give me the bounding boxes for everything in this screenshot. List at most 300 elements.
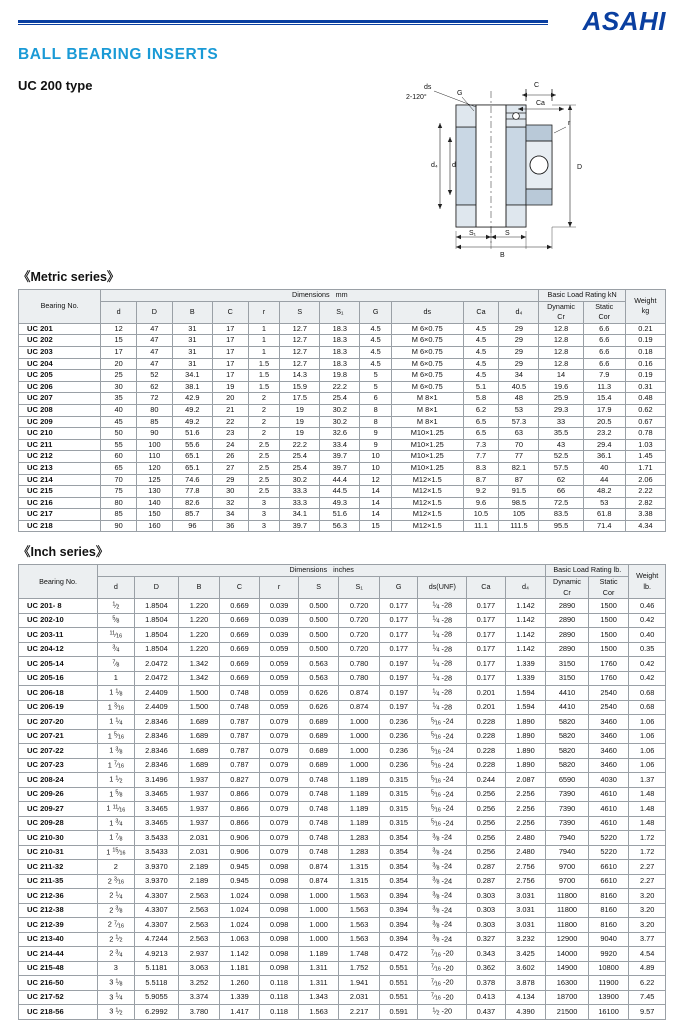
table-cell: 65 (101, 462, 137, 474)
table-cell: 14900 (546, 961, 589, 976)
table-cell: 1.220 (179, 599, 220, 614)
table-cell: $^7⁄_{16}$ -20 (418, 961, 467, 976)
table-cell: 0.228 (467, 715, 506, 730)
table-cell: 0.039 (260, 613, 299, 628)
table-cell: 100 (137, 439, 173, 451)
table-row (19, 715, 666, 730)
table-cell: 0.362 (467, 961, 506, 976)
table-cell: 1.339 (505, 657, 546, 672)
table-cell: $^1⁄_4$ -28 (418, 700, 467, 715)
table-cell: 9.2 (463, 486, 499, 498)
table-cell: 0.244 (467, 773, 506, 788)
table-cell: 0.68 (629, 700, 666, 715)
table-cell: 2890 (546, 613, 589, 628)
column-header-dynamic: Dynamic Cr (546, 577, 589, 599)
table-cell: 75 (101, 486, 137, 498)
table-cell: 0.500 (298, 599, 339, 614)
table-cell: 15.9 (280, 381, 320, 393)
table-cell: UC 210-31 (19, 845, 98, 860)
table-cell: 0.079 (260, 729, 299, 744)
table-cell: 70 (101, 474, 137, 486)
table-cell: 0.551 (379, 990, 418, 1005)
table-cell: $^5⁄_{16}$ -24 (418, 744, 467, 759)
table-cell: $^1⁄_4$ -28 (418, 628, 467, 643)
table-cell: 0.413 (467, 990, 506, 1005)
table-cell: 0.177 (467, 613, 506, 628)
table-cell: 1.5 (248, 381, 280, 393)
table-cell: 0.098 (260, 860, 299, 875)
table-cell: 8 (360, 416, 392, 428)
table-cell: 2.5 (248, 474, 280, 486)
table-cell: $^3⁄_8$ -24 (418, 918, 467, 933)
table-cell: 3.5433 (134, 831, 179, 846)
table-cell: 0.780 (339, 671, 380, 686)
table-cell: 1500 (588, 642, 629, 657)
table-cell: 0.118 (260, 976, 299, 991)
table-cell: 4.89 (629, 961, 666, 976)
table-cell: 2.4409 (134, 686, 179, 701)
table-cell: 105 (499, 509, 539, 521)
table-cell: 0.177 (467, 628, 506, 643)
table-cell: 0.669 (219, 657, 260, 672)
table-cell: 57.5 (539, 462, 583, 474)
table-cell: 31 (172, 335, 212, 347)
table-cell: UC 210 (19, 428, 101, 440)
table-cell: 1.5 (248, 370, 280, 382)
table-cell: 50 (101, 428, 137, 440)
table-cell: 0.079 (260, 831, 299, 846)
table-cell: 36 (212, 520, 248, 532)
table-cell: UC 203 (19, 346, 101, 358)
table-cell: 2.27 (629, 874, 666, 889)
table-cell: 43 (539, 439, 583, 451)
table-cell: 1.48 (629, 787, 666, 802)
table-cell: UC 210-30 (19, 831, 98, 846)
table-cell: 0.287 (467, 860, 506, 875)
table-cell: 47 (137, 358, 173, 370)
column-header: r (248, 301, 280, 323)
table-cell: 1500 (588, 613, 629, 628)
table-cell: 56.3 (320, 520, 360, 532)
table-cell: 4410 (546, 686, 589, 701)
table-cell: 0.669 (219, 671, 260, 686)
table-cell: 53 (499, 404, 539, 416)
table-cell: 0.098 (260, 889, 299, 904)
table-cell: 6.2992 (134, 1005, 179, 1020)
table-cell: 6.2 (463, 404, 499, 416)
table-cell: 49.3 (320, 497, 360, 509)
table-cell: 1 $^7⁄_8$ (98, 831, 135, 846)
table-cell: 0.689 (298, 758, 339, 773)
inch-header-dimensions: Dimensions inches (98, 565, 546, 577)
table-cell: 5.1 (463, 381, 499, 393)
table-cell: 3.1496 (134, 773, 179, 788)
table-cell: 4.9213 (134, 947, 179, 962)
table-cell: 1.500 (179, 686, 220, 701)
metric-header-dimensions: Dimensions mm (101, 290, 539, 302)
table-cell: 2.8346 (134, 744, 179, 759)
table-cell: 72.5 (539, 497, 583, 509)
table-cell: 29.4 (583, 439, 625, 451)
table-cell: 6.6 (583, 346, 625, 358)
table-cell: 125 (137, 474, 173, 486)
table-cell: 15 (101, 335, 137, 347)
table-cell: 1.03 (625, 439, 665, 451)
table-cell: 2.256 (505, 816, 546, 831)
table-cell: 1.890 (505, 758, 546, 773)
table-cell: 111.5 (499, 520, 539, 532)
table-cell: 0.394 (379, 889, 418, 904)
table-cell: 0.669 (219, 628, 260, 643)
table-cell: UC 206-19 (19, 700, 98, 715)
table-cell: 0.689 (298, 744, 339, 759)
table-cell: 7.45 (629, 990, 666, 1005)
table-cell: 77.8 (172, 486, 212, 498)
table-row (19, 744, 666, 759)
table-cell: 1.220 (179, 613, 220, 628)
table-cell: 55 (101, 439, 137, 451)
table-cell: 0.354 (379, 860, 418, 875)
table-cell: UC 216-50 (19, 976, 98, 991)
table-cell: UC 207-21 (19, 729, 98, 744)
table-cell: UC 218-56 (19, 1005, 98, 1020)
table-cell: 1.142 (505, 642, 546, 657)
table-cell: 0.079 (260, 744, 299, 759)
column-header: D (137, 301, 173, 323)
table-cell: 1.283 (339, 845, 380, 860)
inch-table (18, 564, 666, 1019)
table-cell: 3460 (588, 715, 629, 730)
table-cell: 17.9 (583, 404, 625, 416)
table-cell: 62 (137, 381, 173, 393)
table-cell: 1.220 (179, 628, 220, 643)
table-cell: 2 $^7⁄_{16}$ (98, 918, 135, 933)
table-cell: 8.3 (463, 462, 499, 474)
table-cell: 1.8504 (134, 599, 179, 614)
table-cell: 29 (499, 346, 539, 358)
table-cell: 1.890 (505, 744, 546, 759)
table-cell: M12×1.5 (391, 497, 463, 509)
table-cell: 2 (98, 860, 135, 875)
table-cell: 1.220 (179, 642, 220, 657)
table-cell: 4030 (588, 773, 629, 788)
table-cell: 19 (280, 404, 320, 416)
table-cell: 5820 (546, 758, 589, 773)
table-cell: 0.591 (379, 1005, 418, 1020)
table-cell: 12.8 (539, 358, 583, 370)
label-C: C (534, 82, 540, 89)
table-cell: 85 (101, 509, 137, 521)
table-cell: 1.563 (339, 918, 380, 933)
table-cell: 5220 (588, 831, 629, 846)
table-cell: 2.0472 (134, 671, 179, 686)
table-cell: 1 $^1⁄_8$ (98, 686, 135, 701)
table-cell: 1 $^1⁄_4$ (98, 715, 135, 730)
table-cell: 1.937 (179, 816, 220, 831)
table-row (19, 428, 666, 440)
table-cell: 44.5 (320, 486, 360, 498)
table-cell: 0.236 (379, 758, 418, 773)
table-cell: 1.000 (339, 744, 380, 759)
table-cell: 2 (248, 404, 280, 416)
table-cell: 0.19 (625, 335, 665, 347)
table-cell: 2 $^3⁄_8$ (98, 903, 135, 918)
table-cell: 0.177 (467, 671, 506, 686)
table-cell: 0.866 (219, 802, 260, 817)
table-cell: 0.720 (339, 599, 380, 614)
table-cell: 1 (248, 323, 280, 335)
table-cell: UC 214-44 (19, 947, 98, 962)
table-row (19, 903, 666, 918)
table-cell: 90 (137, 428, 173, 440)
inch-header-load: Basic Load Rating lb. (546, 565, 629, 577)
table-cell: M12×1.5 (391, 474, 463, 486)
table-cell: 0.689 (298, 729, 339, 744)
table-cell: 1.181 (219, 961, 260, 976)
table-cell: 9.57 (629, 1005, 666, 1020)
metric-header-load: Basic Load Rating kN (539, 290, 625, 302)
table-cell: 22 (212, 416, 248, 428)
table-cell: 1.189 (339, 787, 380, 802)
table-cell: 1 (248, 335, 280, 347)
table-cell: 0.874 (298, 874, 339, 889)
table-cell: 4.5 (463, 323, 499, 335)
table-cell: $^1⁄_4$ -28 (418, 613, 467, 628)
table-cell: 1 $^1⁄_2$ (98, 773, 135, 788)
table-cell: 1.189 (339, 773, 380, 788)
table-cell: 1 $^7⁄_{16}$ (98, 758, 135, 773)
table-cell: UC 201- 8 (19, 599, 98, 614)
column-header-static: Static Cor (588, 577, 629, 599)
table-cell: 0.748 (298, 831, 339, 846)
table-row (19, 439, 666, 451)
table-cell: 18700 (546, 990, 589, 1005)
table-cell: 0.748 (298, 802, 339, 817)
table-cell: 30.2 (320, 404, 360, 416)
table-row (19, 773, 666, 788)
table-cell: 2.563 (179, 932, 220, 947)
metric-header-weight: Weight kg (625, 290, 665, 324)
table-cell: 12.7 (280, 346, 320, 358)
table-cell: $^7⁄_{16}$ -20 (418, 976, 467, 991)
table-row (19, 700, 666, 715)
page-title: BALL BEARING INSERTS (18, 46, 219, 63)
table-cell: UC 216 (19, 497, 101, 509)
table-cell: 0.201 (467, 700, 506, 715)
table-cell: 15.4 (583, 393, 625, 405)
table-cell: M10×1.25 (391, 428, 463, 440)
table-cell: 8 (360, 404, 392, 416)
table-cell: 0.197 (379, 686, 418, 701)
table-cell: 0.500 (298, 642, 339, 657)
table-cell: 40 (583, 462, 625, 474)
table-cell: 2 $^1⁄_4$ (98, 889, 135, 904)
table-cell: 0.315 (379, 787, 418, 802)
table-cell: $^1⁄_2$ (98, 599, 135, 614)
column-header: Ca (463, 301, 499, 323)
table-cell: 1.06 (629, 729, 666, 744)
table-cell: 14000 (546, 947, 589, 962)
table-cell: 62 (539, 474, 583, 486)
table-cell: 2890 (546, 599, 589, 614)
table-cell: 25.4 (320, 393, 360, 405)
table-cell: $^3⁄_8$ -24 (418, 932, 467, 947)
table-cell: 19 (280, 416, 320, 428)
table-cell: 3460 (588, 729, 629, 744)
table-cell: $^5⁄_{16}$ -24 (418, 787, 467, 802)
table-cell: 0.48 (625, 393, 665, 405)
table-cell: 39.7 (280, 520, 320, 532)
table-cell: 0.303 (467, 918, 506, 933)
table-cell: 0.228 (467, 729, 506, 744)
column-header: d₄ (505, 577, 546, 599)
table-cell: 2.8346 (134, 715, 179, 730)
table-cell: 1.563 (339, 932, 380, 947)
table-cell: 0.720 (339, 628, 380, 643)
table-cell: 0.177 (379, 613, 418, 628)
table-cell: 26 (212, 451, 248, 463)
table-cell: 6.6 (583, 335, 625, 347)
table-cell: $^1⁄_2$ -20 (418, 1005, 467, 1020)
table-cell: 7940 (546, 831, 589, 846)
table-cell: 0.42 (629, 613, 666, 628)
table-cell: $^7⁄_{16}$ -20 (418, 947, 467, 962)
table-cell: M 8×1 (391, 404, 463, 416)
column-header-static: Static Cor (583, 301, 625, 323)
table-cell: UC 212 (19, 451, 101, 463)
column-header: G (379, 577, 418, 599)
table-cell: $^3⁄_8$ -24 (418, 831, 467, 846)
table-cell: 2.563 (179, 918, 220, 933)
table-cell: 0.098 (260, 947, 299, 962)
table-cell: 6.5 (463, 416, 499, 428)
table-cell: 4.390 (505, 1005, 546, 1020)
table-cell: 1.689 (179, 715, 220, 730)
table-cell: 2 $^3⁄_4$ (98, 947, 135, 962)
table-cell: 1 $^3⁄_8$ (98, 744, 135, 759)
table-cell: $^3⁄_8$ -24 (418, 889, 467, 904)
table-cell: 1.024 (219, 889, 260, 904)
column-header: ds (391, 301, 463, 323)
table-cell: 57.3 (499, 416, 539, 428)
table-cell: 1.72 (629, 831, 666, 846)
table-cell: 2.756 (505, 874, 546, 889)
table-cell: $^7⁄_{16}$ -20 (418, 990, 467, 1005)
column-header: Ca (467, 577, 506, 599)
table-cell: 0.394 (379, 932, 418, 947)
table-cell: 25 (101, 370, 137, 382)
table-cell: 39.7 (320, 451, 360, 463)
table-cell: 4.134 (505, 990, 546, 1005)
column-header: C (219, 577, 260, 599)
table-cell: 1.594 (505, 700, 546, 715)
table-cell: 5 (360, 381, 392, 393)
table-cell: 6.6 (583, 358, 625, 370)
table-cell: 3150 (546, 671, 589, 686)
table-cell: 0.437 (467, 1005, 506, 1020)
table-cell: 14 (360, 486, 392, 498)
table-row (19, 686, 666, 701)
table-cell: UC 208 (19, 404, 101, 416)
table-cell: 4.5 (463, 358, 499, 370)
table-cell: 0.327 (467, 932, 506, 947)
table-cell: 2.031 (179, 845, 220, 860)
table-cell: 0.748 (219, 700, 260, 715)
table-cell: 0.780 (339, 657, 380, 672)
table-cell: 0.787 (219, 744, 260, 759)
table-cell: 0.201 (467, 686, 506, 701)
table-cell: 6 (360, 393, 392, 405)
table-cell: 31 (172, 358, 212, 370)
column-header: S (280, 301, 320, 323)
table-cell: 6.5 (463, 428, 499, 440)
table-row (19, 729, 666, 744)
table-cell: 8160 (588, 918, 629, 933)
table-cell: 130 (137, 486, 173, 498)
table-cell: 3.031 (505, 903, 546, 918)
table-cell: 0.079 (260, 787, 299, 802)
table-cell: 0.059 (260, 671, 299, 686)
table-row (19, 976, 666, 991)
table-cell: 0.098 (260, 903, 299, 918)
table-cell: $^5⁄_{16}$ -24 (418, 729, 467, 744)
table-cell: 1.563 (339, 889, 380, 904)
page-subtitle: UC 200 type (18, 78, 93, 93)
table-cell: 0.079 (260, 715, 299, 730)
table-cell: 2.256 (505, 787, 546, 802)
table-cell: 0.378 (467, 976, 506, 991)
drawing-area (18, 67, 666, 257)
table-cell: 2.563 (179, 889, 220, 904)
table-cell: 0.720 (339, 613, 380, 628)
table-cell: 80 (101, 497, 137, 509)
table-cell: 2.480 (505, 845, 546, 860)
table-cell: 53 (583, 497, 625, 509)
table-cell: 95.5 (539, 520, 583, 532)
table-cell: 3460 (588, 744, 629, 759)
table-cell: 1.48 (629, 802, 666, 817)
table-cell: 0.059 (260, 657, 299, 672)
table-cell: 0.500 (298, 613, 339, 628)
table-cell: 2.8346 (134, 758, 179, 773)
table-cell: 32 (212, 497, 248, 509)
table-cell: 0.866 (219, 816, 260, 831)
table-cell: 3460 (588, 758, 629, 773)
table-cell: 0.626 (298, 686, 339, 701)
table-cell: 1.937 (179, 773, 220, 788)
table-cell: 3.878 (505, 976, 546, 991)
table-cell: M 6×0.75 (391, 381, 463, 393)
table-cell: 6.22 (629, 976, 666, 991)
table-row (19, 335, 666, 347)
table-cell: 0.256 (467, 831, 506, 846)
table-cell: 0.394 (379, 903, 418, 918)
table-row (19, 860, 666, 875)
table-cell: 10.5 (463, 509, 499, 521)
table-cell: 10800 (588, 961, 629, 976)
table-cell: 21 (212, 404, 248, 416)
table-cell: 12.8 (539, 335, 583, 347)
table-cell: 5820 (546, 744, 589, 759)
label-angle: 2-120° (406, 94, 427, 101)
table-row (19, 599, 666, 614)
table-cell: 29 (499, 358, 539, 370)
table-cell: 1.689 (179, 729, 220, 744)
table-cell: 1.000 (298, 918, 339, 933)
table-cell: 0.098 (260, 932, 299, 947)
table-cell: 27 (212, 462, 248, 474)
table-cell: 1.45 (625, 451, 665, 463)
